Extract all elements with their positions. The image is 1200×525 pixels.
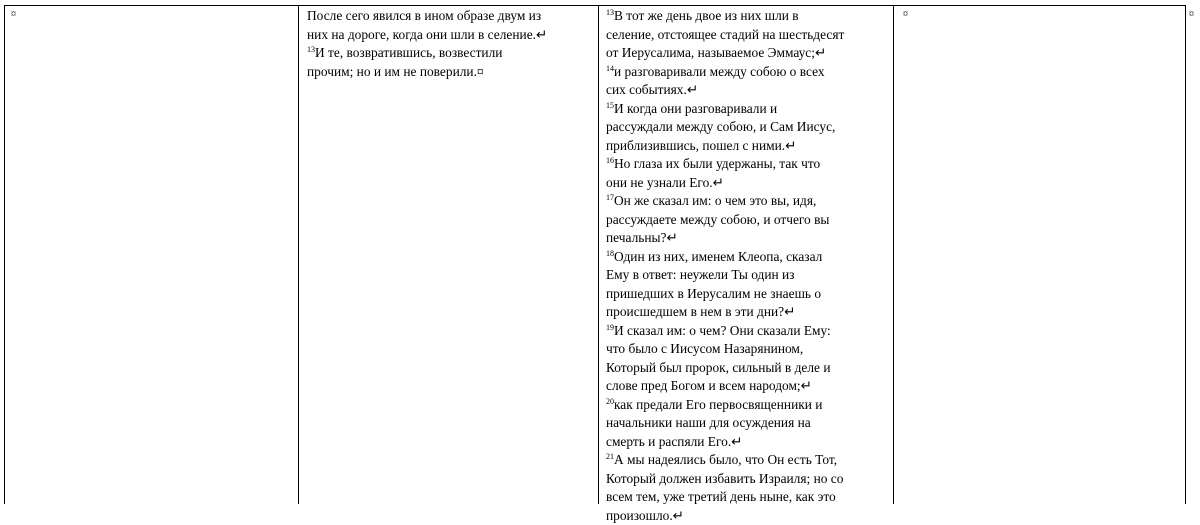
verse-number: 14 bbox=[606, 64, 614, 73]
text-line: $^{13}$В тот же день двое из них шли в bbox=[606, 7, 844, 26]
column-divider-1 bbox=[298, 5, 299, 504]
text-line: слове пред Богом и всем народом;↵ bbox=[606, 377, 844, 396]
table-right-border bbox=[1185, 5, 1186, 504]
verse-number: 13 bbox=[606, 8, 614, 17]
text-line: рассуждали между собою, и Сам Иисус, bbox=[606, 118, 844, 137]
text-line: смерть и распяли Его.↵ bbox=[606, 433, 844, 452]
text-line: $^{15}$И когда они разговаривали и bbox=[606, 100, 844, 119]
text-line: После сего явился в ином образе двум из bbox=[307, 7, 547, 26]
text-line: они не узнали Его.↵ bbox=[606, 174, 844, 193]
verse-number: 13 bbox=[307, 45, 315, 54]
text-line: пришедших в Иерусалим не знаешь о bbox=[606, 285, 844, 304]
text-line: Который был пророк, сильный в деле и bbox=[606, 359, 844, 378]
text-line: печальны?↵ bbox=[606, 229, 844, 248]
text-line: $^{16}$Но глаза их были удержаны, так что bbox=[606, 155, 844, 174]
text-line: Ему в ответ: неужели Ты один из bbox=[606, 266, 844, 285]
text-line: $^{19}$И сказал им: о чем? Они сказали Ему: bbox=[606, 322, 844, 341]
cell-end-mark: ¤ bbox=[903, 9, 908, 21]
text-line: начальники наши для осуждения на bbox=[606, 414, 844, 433]
text-line: сих событиях.↵ bbox=[606, 81, 844, 100]
text-line: происшедшем в нем в эти дни?↵ bbox=[606, 303, 844, 322]
verse-number: 16 bbox=[606, 156, 614, 165]
verse-number: 15 bbox=[606, 101, 614, 110]
text-line: $^{14}$и разговаривали между собою о всех bbox=[606, 63, 844, 82]
column-divider-3 bbox=[893, 5, 894, 504]
text-line: селение, отстоящее стадий на шестьдесят bbox=[606, 26, 844, 45]
text-line: прочим; но и им не поверили.¤ bbox=[307, 63, 547, 82]
text-line: $^{20}$как предали Его первосвященники и bbox=[606, 396, 844, 415]
cell-column-3[interactable] bbox=[606, 7, 844, 525]
text-line: от Иерусалима, называемое Эммаус;↵ bbox=[606, 44, 844, 63]
text-line: всем тем, уже третий день ныне, как это bbox=[606, 488, 844, 507]
verse-number: 21 bbox=[606, 452, 614, 461]
text-line: Который должен избавить Израиля; но со bbox=[606, 470, 844, 489]
text-line: произошло.↵ bbox=[606, 507, 844, 525]
verse-number: 18 bbox=[606, 249, 614, 258]
text-line: что было с Иисусом Назарянином, bbox=[606, 340, 844, 359]
text-line: $^{21}$А мы надеялись было, что Он есть Тот, bbox=[606, 451, 844, 470]
table-left-border bbox=[4, 5, 5, 504]
text-line: $^{13}$И те, возвратившись, возвестили bbox=[307, 44, 547, 63]
row-end-mark: ¤ bbox=[1189, 9, 1194, 21]
column-divider-2 bbox=[598, 5, 599, 504]
text-line: $^{17}$Он же сказал им: о чем это вы, идя, bbox=[606, 192, 844, 211]
cell-column-2[interactable] bbox=[307, 7, 547, 81]
text-line: $^{18}$Один из них, именем Клеопа, сказал bbox=[606, 248, 844, 267]
text-line: приблизившись, пошел с ними.↵ bbox=[606, 137, 844, 156]
text-line: них на дороге, когда они шли в селение.↵ bbox=[307, 26, 547, 45]
verse-number: 17 bbox=[606, 193, 614, 202]
table-top-border bbox=[4, 5, 1186, 6]
text-line: рассуждаете между собою, и отчего вы bbox=[606, 211, 844, 230]
cell-end-mark: ¤ bbox=[11, 9, 16, 21]
verse-number: 19 bbox=[606, 323, 614, 332]
verse-number: 20 bbox=[606, 397, 614, 406]
